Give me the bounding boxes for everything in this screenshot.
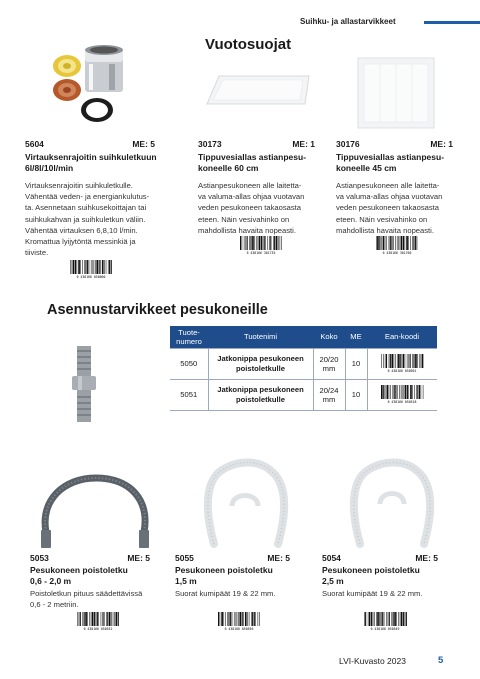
product-code: 5053 <box>30 553 49 563</box>
flow-restrictor-image <box>45 40 130 128</box>
extension-nipple-image <box>68 346 100 422</box>
column-header-ean: Ean-koodi <box>367 326 437 348</box>
product-name: Pesukoneen poistoletku 2,5 m <box>322 565 420 586</box>
column-header-me: ME <box>345 326 367 348</box>
product-description: Suorat kumipäät 19 & 22 mm. <box>175 589 276 598</box>
page-number: 5 <box>438 655 444 666</box>
product-code: 5055 <box>175 553 194 563</box>
svg-text:6 438166 301766: 6 438166 301766 <box>382 251 412 255</box>
svg-text:6 438166 301735: 6 438166 301735 <box>246 251 276 255</box>
barcode <box>362 611 408 631</box>
package-quantity: ME: 5 <box>132 139 155 149</box>
svg-text:6 438166 050549: 6 438166 050549 <box>370 627 400 631</box>
cell-product-name: Jatkonippa pesukoneen poistoletkulle <box>208 348 313 379</box>
catalog-name: LVI-Kuvasto 2023 <box>339 656 406 666</box>
svg-text:6 438166 050501: 6 438166 050501 <box>387 368 417 373</box>
cell-product-number: 5050 <box>170 348 208 379</box>
barcode <box>379 384 425 404</box>
barcode <box>75 611 121 631</box>
product-description: Virtauksenrajoitin suihkuletkulle. Vähentää veden- ja energiankulutus- ta. Asennetaan suihkusekoittajan tai suihkukahvan ja suihkuletkun väliin. Vähentää virtauksen 6,8,10 l/min. Kromattua lyijytöntä messinkiä ja tiiviste. <box>25 181 150 258</box>
product-description: Poistoletkun pituus säädettävissä 0,6 - 2 metriin. <box>30 589 143 610</box>
product-code: 5604 <box>25 139 44 149</box>
package-quantity: ME: 1 <box>430 139 453 149</box>
drain-hose-adjustable-image <box>34 470 158 550</box>
cell-product-number: 5051 <box>170 379 208 410</box>
section-title-vuotosuojat: Vuotosuojat <box>205 36 292 53</box>
header-accent-bar <box>424 21 480 24</box>
table-header-row <box>170 326 437 348</box>
cell-me: 10 <box>345 379 367 410</box>
section-title-asennustarvikkeet: Asennustarvikkeet pesukoneille <box>47 302 268 318</box>
svg-text:6 438166 050518: 6 438166 050518 <box>387 399 417 404</box>
cell-me: 10 <box>345 348 367 379</box>
cell-size: 20/20 mm <box>313 348 345 379</box>
product-name: Virtauksenrajoitin suihkuletkuun 6l/8l/10l/min <box>25 152 157 173</box>
cell-size: 20/24 mm <box>313 379 345 410</box>
barcode <box>379 353 425 373</box>
product-table <box>170 326 437 411</box>
barcode <box>238 235 284 255</box>
product-code: 5054 <box>322 553 341 563</box>
package-quantity: ME: 1 <box>292 139 315 149</box>
column-header-product-name: Tuotenimi <box>208 326 313 348</box>
product-description: Suorat kumipäät 19 & 22 mm. <box>322 589 423 598</box>
table-row <box>170 379 437 410</box>
package-quantity: ME: 5 <box>415 553 438 563</box>
cell-product-name: Jatkonippa pesukoneen poistoletkulle <box>208 379 313 410</box>
column-header-product-number: Tuote- numero <box>170 326 208 348</box>
drip-tray-45-image <box>356 56 436 130</box>
product-code: 30173 <box>198 139 222 149</box>
barcode <box>374 235 420 255</box>
column-header-size: Koko <box>313 326 345 348</box>
drain-hose-2-5m-image <box>346 458 438 550</box>
barcode <box>216 611 262 631</box>
drain-hose-1-5m-image <box>200 458 292 550</box>
page-category: Suihku- ja allastarvikkeet <box>300 17 396 26</box>
product-name: Tippuvesiallas astianpesu- koneelle 45 cm <box>336 152 445 173</box>
cell-ean <box>367 348 437 379</box>
product-name: Tippuvesiallas astianpesu- koneelle 60 cm <box>198 152 307 173</box>
svg-text:6 438166 050532: 6 438166 050532 <box>83 627 113 631</box>
product-name: Pesukoneen poistoletku 1,5 m <box>175 565 273 586</box>
svg-text:6 438166 050600: 6 438166 050600 <box>76 275 106 279</box>
package-quantity: ME: 5 <box>267 553 290 563</box>
package-quantity: ME: 5 <box>127 553 150 563</box>
table-row <box>170 348 437 379</box>
svg-text:6 438166 050556: 6 438166 050556 <box>224 627 254 631</box>
product-code: 30176 <box>336 139 360 149</box>
barcode <box>68 259 114 279</box>
drip-tray-60-image <box>205 72 315 110</box>
product-description: Astianpesukoneen alle laitetta- va valuma-allas ohjaa vuotavan veden pesukoneen takaosasta eteen. Näin vesivahinko on mahdollista havaita nopeasti. <box>336 181 443 235</box>
cell-ean <box>367 379 437 410</box>
product-name: Pesukoneen poistoletku 0,6 - 2,0 m <box>30 565 128 586</box>
product-description: Astianpesukoneen alle laitetta- va valuma-allas ohjaa vuotavan veden pesukoneen takaosasta eteen. Näin vesivahinko on mahdollista havaita nopeasti. <box>198 181 305 235</box>
